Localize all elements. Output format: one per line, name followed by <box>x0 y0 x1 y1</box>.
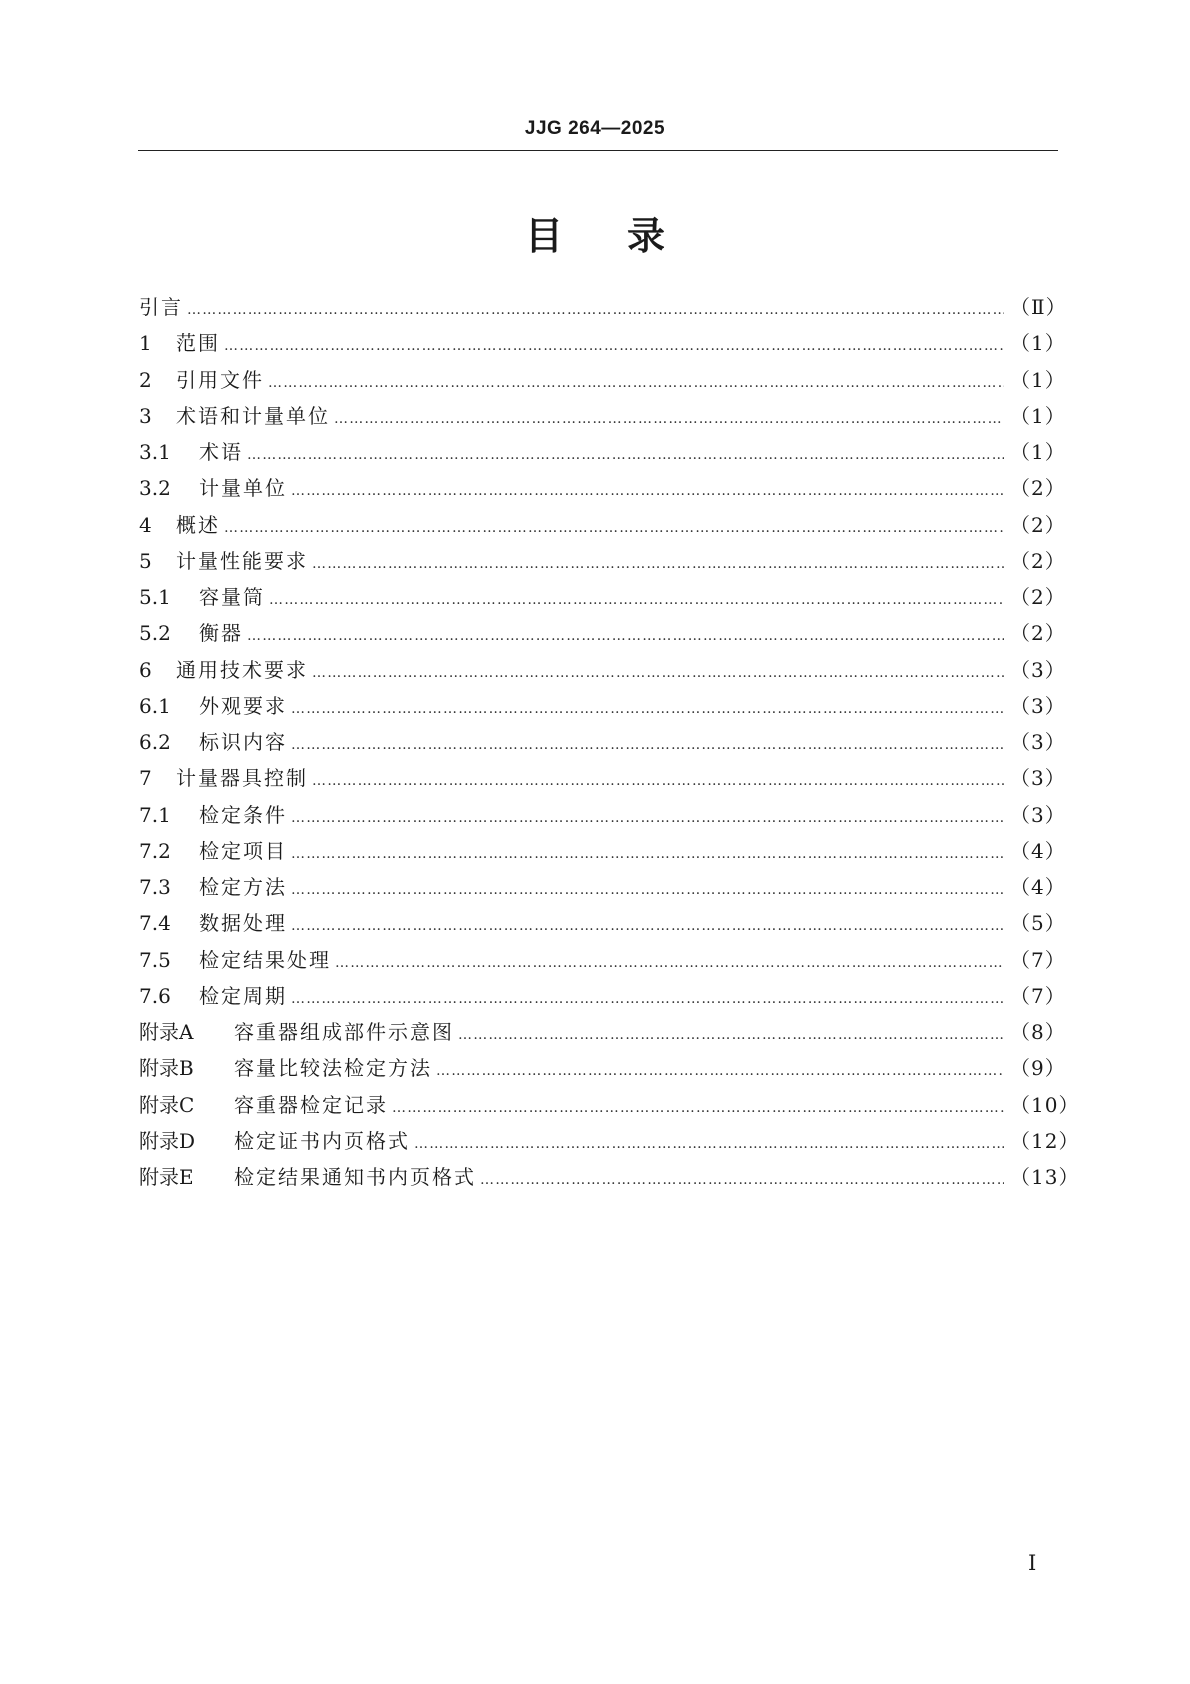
toc-entry-page: （8） <box>1010 1020 1066 1044</box>
toc-entry-number: 4 <box>139 512 152 537</box>
toc-entry-number: 2 <box>139 367 152 392</box>
toc-entry-page: （2） <box>1010 585 1066 609</box>
toc-entry-page: （5） <box>1010 911 1066 936</box>
toc-leader-dots <box>291 800 1004 836</box>
toc-entry-page: （2） <box>1010 512 1066 537</box>
toc-leader-dots <box>335 945 1004 981</box>
toc-entry-number: 附录E <box>139 1165 194 1189</box>
toc-leader-dots <box>414 1126 1004 1162</box>
toc-entry-title: 容重器组成部件示意图 <box>234 1020 454 1044</box>
toc-entry-page: （7） <box>1010 983 1066 1008</box>
toc-entry-number: 6 <box>139 657 152 682</box>
toc-entry-page: （2） <box>1010 548 1066 573</box>
toc-entry-title: 通用技术要求 <box>176 657 308 682</box>
toc-entry-title: 引用文件 <box>176 367 264 392</box>
toc-leader-dots <box>291 473 1004 509</box>
toc-entry-page: （1） <box>1010 440 1066 464</box>
toc-entry-page: （3） <box>1010 766 1066 791</box>
page-title: 目录 <box>524 214 729 258</box>
toc-entry[interactable] <box>139 470 1066 506</box>
toc-entry-number: 5 <box>139 548 152 573</box>
toc-entry-number: 附录D <box>139 1128 196 1153</box>
toc-entry-page: （13） <box>1010 1165 1080 1189</box>
toc-entry[interactable] <box>139 905 1066 941</box>
toc-entry-page: （12） <box>1010 1128 1080 1153</box>
toc-entry-title: 检定结果处理 <box>199 947 331 972</box>
toc-entry-title: 检定结果通知书内页格式 <box>234 1165 476 1189</box>
toc-entry-number: 3.2 <box>139 476 171 501</box>
toc-entry[interactable] <box>139 724 1066 760</box>
toc-entry-page: （4） <box>1010 838 1066 863</box>
toc-entry[interactable] <box>139 1087 1080 1123</box>
toc-entry-title: 检定证书内页格式 <box>234 1128 410 1153</box>
toc-entry-number: 7.3 <box>139 875 171 899</box>
toc-leader-dots <box>268 365 1004 401</box>
toc-entry-page: （1） <box>1010 367 1066 392</box>
toc-entry-number: 3.1 <box>139 440 171 464</box>
toc-entry-number: 6.1 <box>139 693 171 718</box>
toc-entry[interactable] <box>139 579 1066 615</box>
toc-entry-title: 计量器具控制 <box>176 766 308 791</box>
toc-entry-title: 衡器 <box>199 621 243 646</box>
toc-entry-page: （7） <box>1010 947 1066 972</box>
table-of-contents <box>139 289 1080 1195</box>
toc-entry[interactable] <box>139 325 1066 361</box>
toc-entry-number: 7.6 <box>139 983 171 1008</box>
toc-entry[interactable] <box>139 362 1066 398</box>
header-divider <box>138 150 1058 151</box>
toc-leader-dots <box>291 691 1004 727</box>
toc-entry[interactable] <box>139 869 1066 905</box>
toc-entry-number: 7.4 <box>139 911 171 936</box>
toc-leader-dots <box>436 1053 1004 1089</box>
toc-entry[interactable] <box>139 615 1066 651</box>
toc-entry-title: 引言 <box>139 295 183 319</box>
toc-entry-page: （1） <box>1010 403 1066 428</box>
toc-leader-dots <box>312 763 1004 799</box>
toc-entry-number: 附录C <box>139 1092 195 1117</box>
toc-entry[interactable] <box>139 833 1066 869</box>
toc-entry-title: 标识内容 <box>199 730 287 754</box>
toc-entry-page: （3） <box>1010 657 1066 682</box>
toc-entry-title: 外观要求 <box>199 693 287 718</box>
toc-entry-page: （3） <box>1010 693 1066 718</box>
toc-entry-number: 7.1 <box>139 802 171 827</box>
toc-entry-title: 容量比较法检定方法 <box>234 1056 432 1081</box>
toc-entry[interactable] <box>139 1123 1080 1159</box>
toc-leader-dots <box>458 1017 1004 1053</box>
toc-entry[interactable] <box>139 543 1066 579</box>
toc-entry-page: （10） <box>1010 1092 1080 1117</box>
toc-leader-dots <box>291 836 1004 872</box>
toc-entry-number: 附录A <box>139 1020 194 1044</box>
toc-entry-number: 7.5 <box>139 947 171 972</box>
toc-entry-title: 容重器检定记录 <box>234 1092 388 1117</box>
toc-entry-page: （Ⅱ） <box>1010 295 1067 319</box>
toc-entry[interactable] <box>139 434 1066 470</box>
toc-leader-dots <box>312 655 1004 691</box>
toc-entry-number: 3 <box>139 403 152 428</box>
toc-leader-dots <box>291 872 1004 908</box>
toc-leader-dots <box>247 437 1004 473</box>
toc-entry[interactable] <box>139 978 1066 1014</box>
toc-entry-number: 5.1 <box>139 585 171 609</box>
toc-leader-dots <box>187 292 1004 328</box>
toc-entry[interactable] <box>139 942 1066 978</box>
toc-entry-page: （1） <box>1010 331 1066 356</box>
toc-entry-number: 6.2 <box>139 730 171 754</box>
toc-entry[interactable] <box>139 507 1066 543</box>
toc-leader-dots <box>312 546 1004 582</box>
toc-leader-dots <box>334 401 1004 437</box>
toc-entry[interactable] <box>139 760 1066 796</box>
toc-entry[interactable] <box>139 652 1066 688</box>
toc-entry-number: 附录B <box>139 1056 194 1081</box>
page-number: Ⅰ <box>1028 1551 1037 1575</box>
toc-leader-dots <box>269 582 1004 618</box>
toc-entry[interactable] <box>139 1159 1080 1195</box>
toc-entry-title: 术语 <box>199 440 243 464</box>
toc-entry[interactable] <box>139 1050 1066 1086</box>
toc-entry-page: （9） <box>1010 1056 1066 1081</box>
toc-entry-title: 容量筒 <box>199 585 265 609</box>
toc-leader-dots <box>291 981 1004 1017</box>
toc-leader-dots <box>224 328 1004 364</box>
toc-leader-dots <box>291 908 1004 944</box>
toc-leader-dots <box>480 1162 1004 1198</box>
toc-entry-title: 范围 <box>176 331 220 356</box>
toc-entry-number: 5.2 <box>139 621 171 646</box>
toc-entry-title: 数据处理 <box>199 911 287 936</box>
toc-entry-number: 7 <box>139 766 152 791</box>
toc-entry-title: 检定项目 <box>199 838 287 863</box>
toc-entry-page: （2） <box>1010 476 1066 501</box>
toc-entry-number: 7.2 <box>139 838 171 863</box>
standard-code-header: JJG 264—2025 <box>524 118 666 139</box>
toc-entry-title: 计量单位 <box>199 476 287 501</box>
toc-entry[interactable] <box>139 1014 1066 1050</box>
toc-entry-title: 检定周期 <box>199 983 287 1008</box>
toc-entry[interactable] <box>139 688 1066 724</box>
toc-entry-page: （3） <box>1010 730 1066 754</box>
toc-entry[interactable] <box>139 289 1067 325</box>
toc-leader-dots <box>392 1090 1004 1126</box>
toc-entry[interactable] <box>139 797 1066 833</box>
toc-entry-title: 术语和计量单位 <box>176 403 330 428</box>
toc-entry[interactable] <box>139 398 1066 434</box>
toc-entry-title: 概述 <box>176 512 220 537</box>
toc-entry-page: （4） <box>1010 875 1066 899</box>
toc-leader-dots <box>247 618 1004 654</box>
toc-leader-dots <box>224 510 1004 546</box>
toc-entry-title: 计量性能要求 <box>176 548 308 573</box>
toc-entry-number: 1 <box>139 331 152 356</box>
toc-entry-title: 检定条件 <box>199 802 287 827</box>
toc-entry-title: 检定方法 <box>199 875 287 899</box>
toc-entry-page: （3） <box>1010 802 1066 827</box>
toc-entry-page: （2） <box>1010 621 1066 646</box>
toc-leader-dots <box>291 727 1004 763</box>
